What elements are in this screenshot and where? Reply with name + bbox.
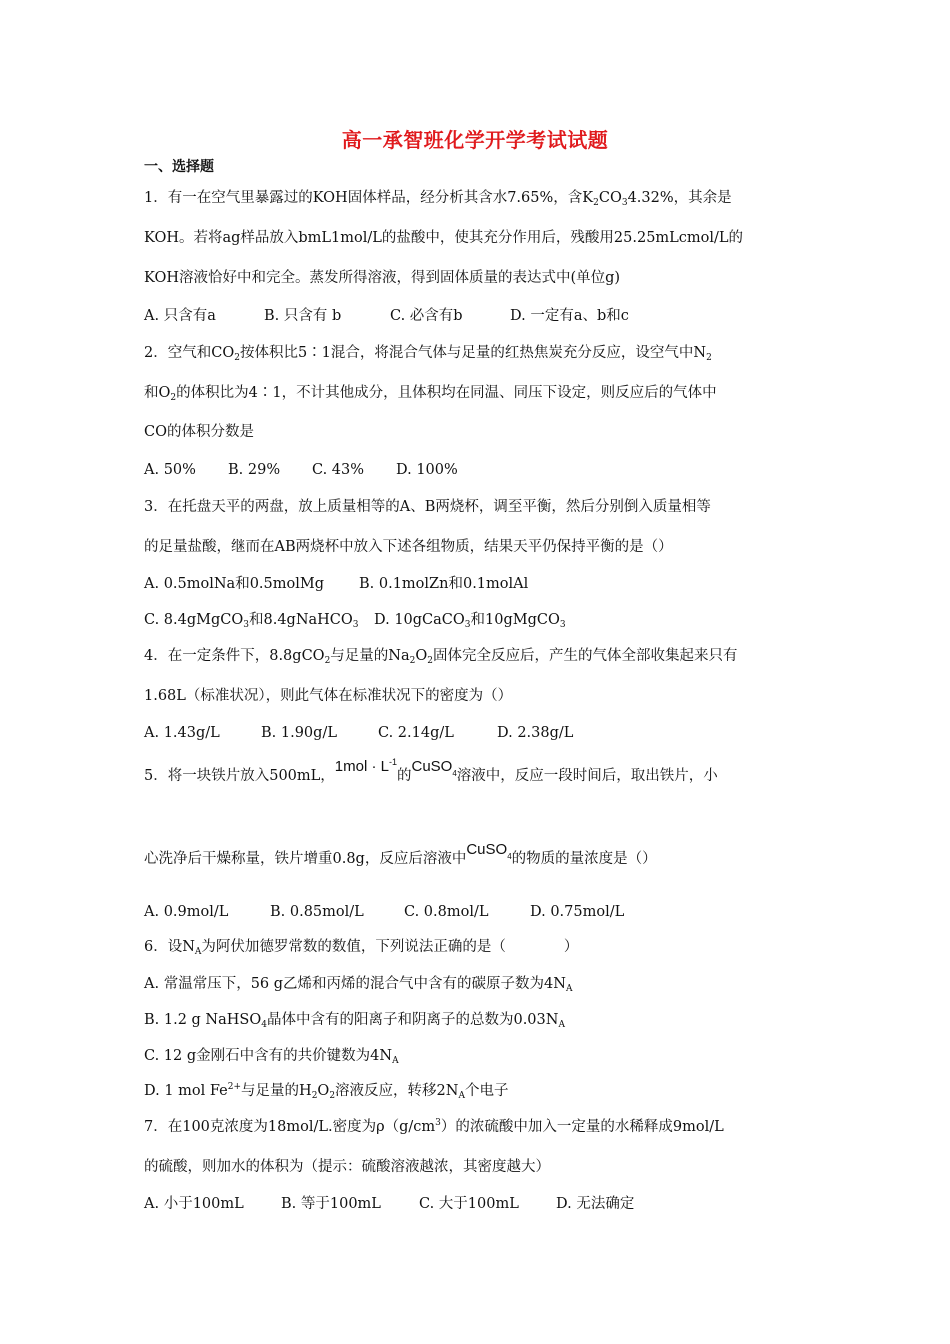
q2-option-b: B. 29% [228, 462, 281, 478]
q2-options [144, 460, 458, 480]
q4-line-2: 1.68L（标准状况），则此气体在标准状况下的密度为（） [144, 688, 513, 704]
q7-line-1: 7．在100克浓度为18mol/L.密度为$\rho(g/cm^3)$的浓硫酸中加入一定量的水稀释成9mol/L [144, 1118, 724, 1135]
q3-line-1: 3．在托盘天平的两盘，放上质量相等的A、B两烧杯，调至平衡，然后分别倒入质量相等 [144, 499, 711, 515]
q5-options [144, 902, 624, 922]
q3-options-ab [144, 574, 528, 594]
q6-line-1: 6．设$N_A$为阿伏加德罗常数的数值，下列说法正确的是（ ） [144, 939, 579, 957]
q7-line-2: 的硫酸，则加水的体积为（提示：硫酸溶液越浓，其密度越大） [144, 1159, 550, 1175]
page-title: 高一承智班化学开学考试试题 [341, 128, 609, 152]
cuso4-formula: CuSO$_4$ [411, 758, 457, 778]
q3-option-c: C. 8.4gMgCO$_3$和8.4gNaHCO$_3$ [144, 612, 359, 630]
q1-line-2: KOH。若将ag样品放入bmL1mol/L的盐酸中，使其充分作用后，残酸用25.25mLcmol/L的 [144, 230, 744, 246]
q4-option-d: D. 2.38g/L [497, 725, 574, 741]
q1-option-c: C. 必含有b [390, 308, 463, 324]
q1-option-d: D. 一定有a、b和c [510, 308, 629, 324]
q7-option-c: C. 大于100mL [419, 1196, 519, 1212]
q7-option-b: B. 等于100mL [281, 1196, 381, 1212]
q6-option-a: A. 常温常压下，56 g乙烯和丙烯的混合气中含有的碳原子数为$4N_A$ [144, 976, 573, 994]
q1-option-b: B. 只含有 b [264, 308, 342, 324]
q3-options-cd [144, 610, 566, 630]
q5-option-c: C. 0.8mol/L [404, 904, 489, 920]
q2-option-d: D. 100% [396, 462, 458, 478]
q4-options [144, 723, 573, 743]
q6-option-c: C. 12 g金刚石中含有的共价键数为$4N_A$ [144, 1048, 399, 1066]
q5-option-b: B. 0.85mol/L [270, 904, 364, 920]
q2-line-1: 2．空气和$CO_2$按体积比5∶1混合，将混合气体与足量的红热焦炭充分反应，设空气中$N_2$ [144, 345, 712, 363]
q4-line-1: 4．在一定条件下，8.8gCO$_2$与足量的$Na_2O_2$固体完全反应后，产生的气体全部收集起来只有 [144, 648, 738, 666]
q3-option-a: A. 0.5molNa和0.5molMg [144, 576, 325, 592]
q5-option-a: A. 0.9mol/L [144, 904, 229, 920]
q2-line-3: CO的体积分数是 [144, 424, 254, 440]
q3-line-2: 的足量盐酸，继而在AB两烧杯中放入下述各组物质，结果天平仍保持平衡的是（） [144, 539, 673, 555]
q5-line-1: 5．将一块铁片放入500mL，$1mol \cdot L^{-1}$的CuSO$_4$溶液中，反应一段时间后，取出铁片，小 [144, 757, 718, 784]
q3-option-d: D. 10gCaCO$_3$和10gMgCO$_3$ [374, 612, 566, 630]
q7-option-d: D. 无法确定 [556, 1196, 635, 1212]
q2-option-a: A. 50% [144, 462, 196, 478]
q7-option-a: A. 小于100mL [144, 1196, 244, 1212]
section-heading: 一、选择题 [144, 159, 214, 175]
concentration-formula: $1mol \cdot L^{-1}$ [334, 757, 397, 775]
q1-options [144, 306, 629, 326]
q2-option-c: C. 43% [312, 462, 365, 478]
q5-option-d: D. 0.75mol/L [530, 904, 625, 920]
q1-line-1: 1．有一在空气里暴露过的KOH固体样品，经分析其含水7.65%，含$K_2CO_34.32\%$，其余是 [144, 190, 732, 208]
q4-option-b: B. 1.90g/L [261, 725, 337, 741]
q4-option-c: C. 2.14g/L [378, 725, 454, 741]
q6-option-d: D. 1 mol $Fe^{2+}$与足量的$H_2O_2$溶液反应，转移$2N_A$个电子 [144, 1082, 509, 1101]
cuso4-formula-2: CuSO$_4$ [466, 841, 512, 861]
q7-options [144, 1194, 634, 1214]
q6-option-b: B. 1.2 g NaHSO$_4$晶体中含有的阳离子和阴离子的总数为$0.03N_A$ [144, 1012, 565, 1030]
q1-option-a: A. 只含有a [144, 308, 216, 324]
q3-option-b: B. 0.1molZn和0.1molAl [359, 576, 529, 592]
q1-line-3: KOH溶液恰好中和完全。蒸发所得溶液，得到固体质量的表达式中(单位g) [144, 270, 621, 286]
q5-line-2: 心洗净后干燥称量，铁片增重0.8g，反应后溶液中CuSO$_4$的物质的量浓度是（） [144, 841, 657, 867]
q2-line-2: 和$O_2$的体积比为4∶1，不计其他成分，且体积均在同温、同压下设定，则反应后的气体中 [144, 385, 717, 403]
q4-option-a: A. 1.43g/L [144, 725, 220, 741]
